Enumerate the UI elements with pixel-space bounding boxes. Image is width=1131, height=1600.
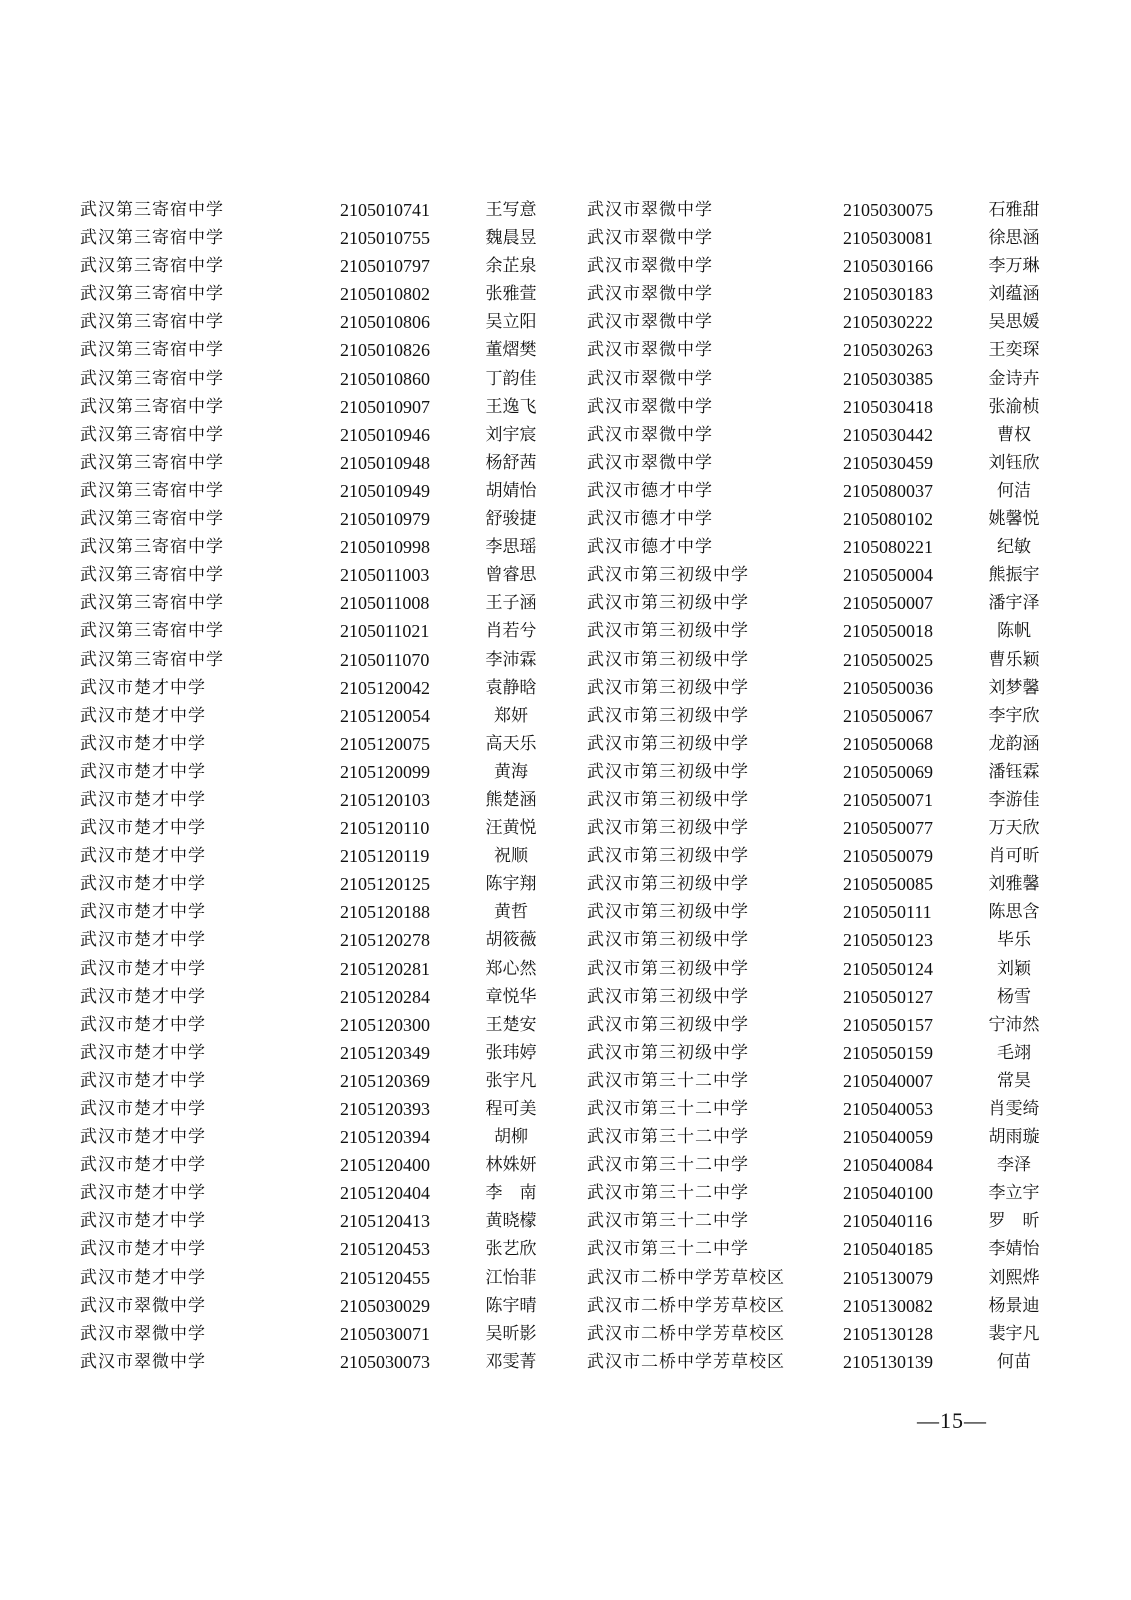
school-left-cell: 武汉第三寄宿中学 — [80, 200, 224, 220]
exam-id-left-cell: 2105010826 — [340, 340, 430, 361]
exam-id-left-cell: 2105010755 — [340, 228, 430, 249]
student-left-cell: 汪黄悦 — [485, 818, 537, 839]
exam-id-left-cell: 2105120393 — [340, 1099, 430, 1119]
student-right-cell: 李泽 — [997, 1155, 1031, 1176]
student-left-cell: 林姝妍 — [485, 1155, 537, 1176]
school-right-cell: 武汉市第三十二中学 — [587, 1183, 749, 1204]
student-left-cell: 郑妍 — [494, 705, 528, 726]
school-left-cell: 武汉第三寄宿中学 — [80, 452, 224, 473]
student-right-cell: 姚馨悦 — [988, 509, 1040, 530]
exam-id-left-cell: 2105120103 — [340, 789, 430, 810]
exam-id-right-cell: 2105050025 — [843, 649, 933, 670]
student-right-cell: 刘梦馨 — [988, 677, 1040, 698]
school-left-cell: 武汉市楚才中学 — [80, 958, 206, 979]
exam-id-right-cell: 2105050036 — [843, 677, 933, 698]
student-left-cell: 刘宇宸 — [485, 424, 537, 445]
exam-id-left-cell: 2105010979 — [340, 509, 430, 530]
exam-id-left-cell: 2105010802 — [340, 284, 430, 305]
table-row — [0, 1095, 1131, 1123]
school-right-cell: 武汉市二桥中学芳草校区 — [587, 1267, 785, 1288]
school-left-cell: 武汉市楚才中学 — [80, 705, 206, 726]
school-left-cell: 武汉市楚才中学 — [80, 1042, 206, 1063]
student-left-cell: 张宇凡 — [485, 1070, 537, 1091]
student-right-cell: 陈帆 — [997, 621, 1031, 642]
exam-id-left-cell: 2105011008 — [340, 593, 430, 614]
school-right-cell: 武汉市翠微中学 — [587, 368, 713, 389]
exam-id-right-cell: 2105030183 — [843, 284, 933, 305]
exam-id-right-cell: 2105040053 — [843, 1099, 933, 1119]
school-right-cell: 武汉市第三初级中学 — [587, 593, 749, 614]
student-left-cell: 江怡菲 — [485, 1267, 537, 1288]
student-right-cell: 陈思含 — [988, 902, 1040, 923]
student-right-cell: 李婧怡 — [988, 1239, 1040, 1260]
student-right-cell: 杨雪 — [997, 986, 1031, 1007]
school-left-cell: 武汉第三寄宿中学 — [80, 649, 224, 670]
school-left-cell: 武汉市楚才中学 — [80, 1183, 206, 1204]
table-row — [0, 1207, 1131, 1235]
exam-id-right-cell: 2105030459 — [843, 452, 933, 473]
exam-id-right-cell: 2105050067 — [843, 705, 933, 726]
exam-id-right-cell: 2105050071 — [843, 789, 933, 810]
exam-id-right-cell: 2105050111 — [843, 902, 932, 923]
exam-id-left-cell: 2105120284 — [340, 986, 430, 1007]
exam-id-left-cell: 2105011070 — [340, 649, 430, 670]
school-left-cell: 武汉市楚才中学 — [80, 846, 206, 867]
student-left-cell: 王子涵 — [485, 593, 537, 614]
table-row — [0, 842, 1131, 870]
exam-id-left-cell: 2105120400 — [340, 1155, 430, 1176]
exam-id-right-cell: 2105130128 — [843, 1323, 933, 1344]
table-row — [0, 1123, 1131, 1151]
table-row — [0, 196, 1131, 224]
school-left-cell: 武汉市楚才中学 — [80, 986, 206, 1007]
table-row — [0, 1264, 1131, 1292]
exam-id-left-cell: 2105030073 — [340, 1351, 430, 1372]
student-left-cell: 余芷泉 — [485, 256, 537, 277]
school-left-cell: 武汉第三寄宿中学 — [80, 396, 224, 417]
exam-id-left-cell: 2105120278 — [340, 930, 430, 951]
student-left-cell: 舒骏捷 — [485, 509, 537, 530]
student-left-cell: 高天乐 — [485, 733, 537, 754]
school-right-cell: 武汉市第三初级中学 — [587, 986, 749, 1007]
school-left-cell: 武汉第三寄宿中学 — [80, 368, 224, 389]
student-left-cell: 郑心然 — [485, 958, 537, 979]
exam-id-left-cell: 2105120394 — [340, 1127, 430, 1148]
exam-id-left-cell: 2105030029 — [340, 1295, 430, 1316]
table-row — [0, 1292, 1131, 1320]
school-left-cell: 武汉第三寄宿中学 — [80, 228, 224, 249]
exam-id-left-cell: 2105030071 — [340, 1323, 430, 1344]
school-left-cell: 武汉市翠微中学 — [80, 1295, 206, 1316]
exam-id-left-cell: 2105120075 — [340, 733, 430, 754]
student-left-cell: 章悦华 — [485, 986, 537, 1007]
student-left-cell: 胡筱薇 — [485, 930, 537, 951]
exam-id-right-cell: 2105130139 — [843, 1351, 933, 1372]
school-left-cell: 武汉市楚才中学 — [80, 902, 206, 923]
exam-id-left-cell: 2105010948 — [340, 452, 430, 473]
table-row — [0, 730, 1131, 758]
exam-id-right-cell: 2105030075 — [843, 200, 933, 220]
school-left-cell: 武汉市楚才中学 — [80, 733, 206, 754]
school-right-cell: 武汉市第三十二中学 — [587, 1127, 749, 1148]
school-left-cell: 武汉第三寄宿中学 — [80, 480, 224, 501]
table-row — [0, 786, 1131, 814]
table-row — [0, 674, 1131, 702]
exam-id-left-cell: 2105010860 — [340, 368, 430, 389]
school-right-cell: 武汉市第三初级中学 — [587, 1014, 749, 1035]
exam-id-left-cell: 2105120413 — [340, 1211, 430, 1232]
student-right-cell: 曹权 — [997, 424, 1031, 445]
school-left-cell: 武汉市楚才中学 — [80, 1099, 206, 1119]
table-row — [0, 393, 1131, 421]
school-right-cell: 武汉市第三十二中学 — [587, 1099, 749, 1119]
exam-id-right-cell: 2105040116 — [843, 1211, 933, 1232]
student-left-cell: 黄海 — [494, 761, 528, 782]
exam-id-right-cell: 2105050007 — [843, 593, 933, 614]
student-right-cell: 毛翊 — [997, 1042, 1031, 1063]
student-left-cell: 熊楚涵 — [485, 789, 537, 810]
school-left-cell: 武汉市楚才中学 — [80, 1267, 206, 1288]
exam-id-left-cell: 2105010998 — [340, 537, 430, 558]
student-left-cell: 祝顺 — [494, 846, 528, 867]
student-right-cell: 李万琳 — [988, 256, 1040, 277]
student-left-cell: 李思瑶 — [485, 537, 537, 558]
school-right-cell: 武汉市第三初级中学 — [587, 621, 749, 642]
table-row — [0, 308, 1131, 336]
school-right-cell: 武汉市第三初级中学 — [587, 761, 749, 782]
school-right-cell: 武汉市第三十二中学 — [587, 1070, 749, 1091]
exam-id-right-cell: 2105050018 — [843, 621, 933, 642]
student-right-cell: 金诗卉 — [988, 368, 1040, 389]
student-right-cell: 张渝桢 — [988, 396, 1040, 417]
student-right-cell: 石雅甜 — [988, 200, 1040, 220]
student-left-cell: 陈宇翔 — [485, 874, 537, 895]
school-left-cell: 武汉市楚才中学 — [80, 677, 206, 698]
school-right-cell: 武汉市第三十二中学 — [587, 1155, 749, 1176]
table-row — [0, 1011, 1131, 1039]
exam-id-right-cell: 2105050157 — [843, 1014, 933, 1035]
student-right-cell: 罗 昕 — [988, 1211, 1040, 1232]
table-row — [0, 1348, 1131, 1376]
exam-id-right-cell: 2105030418 — [843, 396, 933, 417]
table-row — [0, 421, 1131, 449]
student-right-cell: 肖可昕 — [988, 846, 1040, 867]
exam-id-left-cell: 2105120369 — [340, 1070, 430, 1091]
student-right-cell: 纪敏 — [997, 537, 1031, 558]
table-row — [0, 898, 1131, 926]
school-right-cell: 武汉市第三初级中学 — [587, 733, 749, 754]
exam-id-right-cell: 2105050159 — [843, 1042, 933, 1063]
exam-id-right-cell: 2105050004 — [843, 565, 933, 586]
exam-id-left-cell: 2105011003 — [340, 565, 430, 586]
school-left-cell: 武汉第三寄宿中学 — [80, 312, 224, 333]
exam-id-left-cell: 2105120119 — [340, 846, 430, 867]
table-row — [0, 758, 1131, 786]
table-row — [0, 983, 1131, 1011]
school-left-cell: 武汉市楚才中学 — [80, 930, 206, 951]
student-left-cell: 吴昕影 — [485, 1323, 537, 1344]
student-left-cell: 曾睿思 — [485, 565, 537, 586]
student-right-cell: 潘钰霖 — [988, 761, 1040, 782]
school-right-cell: 武汉市第三初级中学 — [587, 818, 749, 839]
exam-id-left-cell: 2105120404 — [340, 1183, 430, 1204]
exam-id-right-cell: 2105030166 — [843, 256, 933, 277]
table-row — [0, 1039, 1131, 1067]
exam-id-left-cell: 2105120042 — [340, 677, 430, 698]
school-right-cell: 武汉市第三初级中学 — [587, 874, 749, 895]
school-right-cell: 武汉市第三初级中学 — [587, 1042, 749, 1063]
table-row — [0, 533, 1131, 561]
exam-id-right-cell: 2105040007 — [843, 1070, 933, 1091]
school-right-cell: 武汉市德才中学 — [587, 480, 713, 501]
exam-id-right-cell: 2105050085 — [843, 874, 933, 895]
school-right-cell: 武汉市第三初级中学 — [587, 902, 749, 923]
exam-id-right-cell: 2105050124 — [843, 958, 933, 979]
school-left-cell: 武汉第三寄宿中学 — [80, 565, 224, 586]
exam-id-right-cell: 2105030222 — [843, 312, 933, 333]
table-row — [0, 252, 1131, 280]
student-right-cell: 常昊 — [997, 1070, 1031, 1091]
student-left-cell: 丁韵佳 — [485, 368, 537, 389]
school-left-cell: 武汉第三寄宿中学 — [80, 424, 224, 445]
exam-id-right-cell: 2105080102 — [843, 509, 933, 530]
school-right-cell: 武汉市第三十二中学 — [587, 1211, 749, 1232]
exam-id-left-cell: 2105010949 — [340, 480, 430, 501]
table-row — [0, 814, 1131, 842]
exam-id-left-cell: 2105120349 — [340, 1042, 430, 1063]
student-left-cell: 程可美 — [485, 1099, 537, 1119]
school-right-cell: 武汉市翠微中学 — [587, 396, 713, 417]
table-row — [0, 1067, 1131, 1095]
student-right-cell: 李游佳 — [988, 789, 1040, 810]
school-right-cell: 武汉市翠微中学 — [587, 228, 713, 249]
table-row — [0, 1320, 1131, 1348]
school-left-cell: 武汉市楚才中学 — [80, 874, 206, 895]
student-left-cell: 李 南 — [485, 1183, 537, 1204]
school-left-cell: 武汉市楚才中学 — [80, 761, 206, 782]
school-right-cell: 武汉市第三初级中学 — [587, 789, 749, 810]
school-right-cell: 武汉市第三初级中学 — [587, 930, 749, 951]
student-left-cell: 胡柳 — [494, 1127, 528, 1148]
table-row — [0, 280, 1131, 308]
table-row — [0, 1151, 1131, 1179]
school-right-cell: 武汉市二桥中学芳草校区 — [587, 1295, 785, 1316]
student-right-cell: 王奕琛 — [988, 340, 1040, 361]
student-right-cell: 李立宇 — [988, 1183, 1040, 1204]
school-left-cell: 武汉市翠微中学 — [80, 1323, 206, 1344]
exam-id-right-cell: 2105040084 — [843, 1155, 933, 1176]
exam-id-right-cell: 2105050068 — [843, 733, 933, 754]
exam-id-left-cell: 2105120281 — [340, 958, 430, 979]
school-left-cell: 武汉第三寄宿中学 — [80, 509, 224, 530]
school-left-cell: 武汉市楚才中学 — [80, 1014, 206, 1035]
table-row — [0, 955, 1131, 983]
exam-id-right-cell: 2105030263 — [843, 340, 933, 361]
student-left-cell: 张玮婷 — [485, 1042, 537, 1063]
student-left-cell: 黄晓檬 — [485, 1211, 537, 1232]
student-right-cell: 宁沛然 — [988, 1014, 1040, 1035]
table-row — [0, 1235, 1131, 1263]
table-row — [0, 617, 1131, 645]
table-row — [0, 646, 1131, 674]
student-left-cell: 胡婧怡 — [485, 480, 537, 501]
school-right-cell: 武汉市二桥中学芳草校区 — [587, 1323, 785, 1344]
exam-id-left-cell: 2105011021 — [340, 621, 430, 642]
school-left-cell: 武汉第三寄宿中学 — [80, 537, 224, 558]
exam-id-right-cell: 2105050079 — [843, 846, 933, 867]
exam-id-right-cell: 2105050069 — [843, 761, 933, 782]
school-left-cell: 武汉市楚才中学 — [80, 789, 206, 810]
student-right-cell: 胡雨璇 — [988, 1127, 1040, 1148]
school-left-cell: 武汉第三寄宿中学 — [80, 256, 224, 277]
student-left-cell: 张艺欣 — [485, 1239, 537, 1260]
school-left-cell: 武汉第三寄宿中学 — [80, 284, 224, 305]
student-right-cell: 刘熙烨 — [988, 1267, 1040, 1288]
student-left-cell: 董熠樊 — [485, 340, 537, 361]
school-right-cell: 武汉市德才中学 — [587, 509, 713, 530]
student-left-cell: 王逸飞 — [485, 396, 537, 417]
student-right-cell: 何洁 — [997, 480, 1031, 501]
exam-id-left-cell: 2105120099 — [340, 761, 430, 782]
table-row — [0, 561, 1131, 589]
school-right-cell: 武汉市第三初级中学 — [587, 565, 749, 586]
school-left-cell: 武汉市楚才中学 — [80, 1155, 206, 1176]
student-right-cell: 熊振宇 — [988, 565, 1040, 586]
table-row — [0, 589, 1131, 617]
student-right-cell: 李宇欣 — [988, 705, 1040, 726]
school-right-cell: 武汉市翠微中学 — [587, 284, 713, 305]
school-right-cell: 武汉市德才中学 — [587, 537, 713, 558]
school-left-cell: 武汉市楚才中学 — [80, 1127, 206, 1148]
student-left-cell: 王写意 — [485, 200, 537, 220]
exam-id-right-cell: 2105050127 — [843, 986, 933, 1007]
table-row — [0, 336, 1131, 364]
exam-id-right-cell: 2105030081 — [843, 228, 933, 249]
school-right-cell: 武汉市第三初级中学 — [587, 705, 749, 726]
school-left-cell: 武汉第三寄宿中学 — [80, 340, 224, 361]
exam-id-right-cell: 2105050077 — [843, 818, 933, 839]
school-right-cell: 武汉市翠微中学 — [587, 424, 713, 445]
table-row — [0, 1179, 1131, 1207]
exam-id-right-cell: 2105130079 — [843, 1267, 933, 1288]
student-right-cell: 杨景迪 — [988, 1295, 1040, 1316]
table-row — [0, 926, 1131, 954]
school-left-cell: 武汉市楚才中学 — [80, 1211, 206, 1232]
exam-id-right-cell: 2105080221 — [843, 537, 933, 558]
student-right-cell: 刘颖 — [997, 958, 1031, 979]
exam-id-left-cell: 2105010806 — [340, 312, 430, 333]
student-left-cell: 魏晨昱 — [485, 228, 537, 249]
student-right-cell: 刘蕴涵 — [988, 284, 1040, 305]
school-left-cell: 武汉市翠微中学 — [80, 1351, 206, 1372]
page-number: —15— — [917, 1408, 987, 1433]
student-right-cell: 吴思媛 — [988, 312, 1040, 333]
school-left-cell: 武汉第三寄宿中学 — [80, 621, 224, 642]
student-left-cell: 王楚安 — [485, 1014, 537, 1035]
exam-id-right-cell: 2105040059 — [843, 1127, 933, 1148]
school-right-cell: 武汉市翠微中学 — [587, 312, 713, 333]
exam-id-left-cell: 2105010741 — [340, 200, 430, 220]
exam-id-left-cell: 2105120453 — [340, 1239, 430, 1260]
exam-id-right-cell: 2105130082 — [843, 1295, 933, 1316]
student-right-cell: 裴宇凡 — [988, 1323, 1040, 1344]
exam-id-left-cell: 2105120125 — [340, 874, 430, 895]
exam-id-right-cell: 2105030385 — [843, 368, 933, 389]
exam-id-left-cell: 2105120110 — [340, 818, 430, 839]
student-left-cell: 袁静晗 — [485, 677, 537, 698]
school-right-cell: 武汉市第三初级中学 — [587, 677, 749, 698]
school-right-cell: 武汉市第三初级中学 — [587, 958, 749, 979]
school-right-cell: 武汉市第三初级中学 — [587, 846, 749, 867]
table-row — [0, 365, 1131, 393]
student-right-cell: 曹乐颖 — [988, 649, 1040, 670]
student-right-cell: 潘宇泽 — [988, 593, 1040, 614]
student-right-cell: 龙韵涵 — [988, 733, 1040, 754]
student-right-cell: 徐思涵 — [988, 228, 1040, 249]
exam-id-right-cell: 2105050123 — [843, 930, 933, 951]
student-right-cell: 毕乐 — [997, 930, 1031, 951]
student-right-cell: 肖雯绮 — [988, 1099, 1040, 1119]
student-left-cell: 杨舒茜 — [485, 452, 537, 473]
exam-id-left-cell: 2105010946 — [340, 424, 430, 445]
school-left-cell: 武汉市楚才中学 — [80, 1070, 206, 1091]
school-right-cell: 武汉市翠微中学 — [587, 200, 713, 220]
student-left-cell: 肖若兮 — [485, 621, 537, 642]
student-right-cell: 刘钰欣 — [988, 452, 1040, 473]
exam-id-left-cell: 2105120300 — [340, 1014, 430, 1035]
school-right-cell: 武汉市翠微中学 — [587, 452, 713, 473]
student-left-cell: 邓雯菁 — [485, 1351, 537, 1372]
exam-id-left-cell: 2105120455 — [340, 1267, 430, 1288]
exam-id-right-cell: 2105040185 — [843, 1239, 933, 1260]
student-right-cell: 万天欣 — [988, 818, 1040, 839]
exam-id-left-cell: 2105010797 — [340, 256, 430, 277]
student-list-table — [0, 196, 1131, 1376]
school-right-cell: 武汉市第三十二中学 — [587, 1239, 749, 1260]
exam-id-right-cell: 2105080037 — [843, 480, 933, 501]
table-row — [0, 449, 1131, 477]
student-left-cell: 黄哲 — [494, 902, 528, 923]
exam-id-right-cell: 2105040100 — [843, 1183, 933, 1204]
table-row — [0, 224, 1131, 252]
school-left-cell: 武汉第三寄宿中学 — [80, 593, 224, 614]
student-left-cell: 李沛霖 — [485, 649, 537, 670]
exam-id-left-cell: 2105120054 — [340, 705, 430, 726]
exam-id-left-cell: 2105120188 — [340, 902, 430, 923]
student-left-cell: 吴立阳 — [485, 312, 537, 333]
table-row — [0, 870, 1131, 898]
table-row — [0, 477, 1131, 505]
table-row — [0, 505, 1131, 533]
student-right-cell: 刘雅馨 — [988, 874, 1040, 895]
student-right-cell: 何苗 — [997, 1351, 1031, 1372]
school-right-cell: 武汉市翠微中学 — [587, 340, 713, 361]
school-left-cell: 武汉市楚才中学 — [80, 818, 206, 839]
student-left-cell: 张雅萱 — [485, 284, 537, 305]
exam-id-right-cell: 2105030442 — [843, 424, 933, 445]
school-right-cell: 武汉市翠微中学 — [587, 256, 713, 277]
school-right-cell: 武汉市第三初级中学 — [587, 649, 749, 670]
school-right-cell: 武汉市二桥中学芳草校区 — [587, 1351, 785, 1372]
table-row — [0, 702, 1131, 730]
student-left-cell: 陈宇晴 — [485, 1295, 537, 1316]
exam-id-left-cell: 2105010907 — [340, 396, 430, 417]
school-left-cell: 武汉市楚才中学 — [80, 1239, 206, 1260]
